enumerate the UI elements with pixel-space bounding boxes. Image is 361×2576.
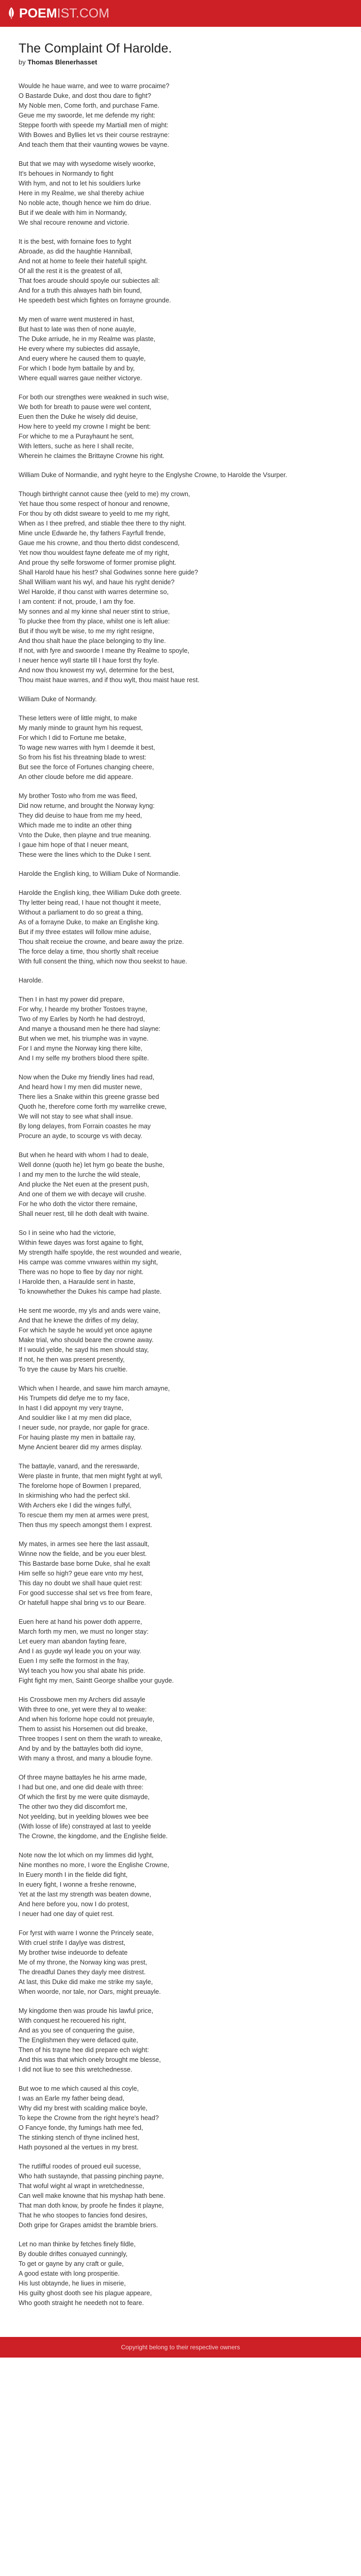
poem-content: [0, 27, 361, 2332]
logo-bold-text: POEM: [19, 6, 57, 21]
poem-stanza: Let no man thinke by fetches finely fildle, By double driftes conuayed cunningly, To get or gayne by any craft or guile, A good estate with long prosperitie. His lust obtaynde, he liues in miserie, His guilty ghost dooth see his plague appeare, Who gooth straight he needeth not to feare.: [19, 2241, 152, 2307]
poem-stanza: Of three mayne battayles he his arme made, I had but one, and one did deale with three: Of which the first by me were quite dismayde, The other two they did discomfort me, Not yeelding, but in yeelding blowes wee bee (With losse of life) constrayed at last to yeelde The Crowne, the kingdome, and the Englishe fielde.: [19, 1774, 168, 1840]
copyright-text: Copyright belong to their respective owners: [121, 2344, 240, 2351]
poem-stanza: It is the best, with fornaine foes to fyght Abroade, as did the haughtie Hanniball, And not at home to feele their hatefull spight. Of all the rest it is the greatest of all, That foes aroude should spoyle our subiectes all: And for a truth this alwayes hath bin found, He speedeth best which fightes on forrayne grounde.: [19, 238, 171, 304]
poem-stanza: Then I in hast my power did prepare, For why, I hearde my brother Tostoes trayne, Two of my Earles by North he had destroyd, And manye a thousand men he there had slayne: But when we met, his triumphe was in vayne. For I and myne the Norway king there kilte, And I my selfe my brothers blood there spilte.: [19, 996, 161, 1062]
poem-stanza: Woulde he haue warre, and wee to warre procaime? O Bastarde Duke, and dost thou dare to fight? My Noble men, Come forth, and purchase Fame. Geue me my swoorde, let me defende my right: Steppe foorth with speede my Martiall men of might: With Bowes and Byllies let vs their course restrayne: And teach them that their vaunting wowes be vayne.: [19, 82, 170, 148]
poem-stanza: But woe to me which caused al this coyle, I was an Earle my father being dead, Why did my brest with scalding malice boyle, To kepe the Crowne from the right heyre's head? O Fancye fonde, thy fumings hath mee fed, The stinking stench of thyne inclined hest, Hath poysoned al the vertues in my brest.: [19, 2085, 159, 2151]
poem-stanza: For fyrst with warre I wonne the Princely seate, With cruel strife I daylye was distrest, My brother twise indeuorde to defeate Me of my throne, the Norway king was prest, The dreadful Danes they dayly mee distrest. At last, this Duke did make me strike my sayle, When woorde, nor tale, nor Oars, might preuayle.: [19, 1929, 161, 1995]
logo-light-text: IST.COM: [57, 6, 110, 21]
poem-stanza: Harolde the English king, thee William Duke doth greete. Thy letter being read, I haue not thought it meete, Without a parliament to do so great a thing, As of a forrayne Duke, to make an Englishe king. But if my three estates will follow mine aduise, Thou shalt receiue the crowne, and beare away the prize. The force delay a time, thou shortly shalt receiue With full consent the thing, which now thou seekst to haue.: [19, 889, 187, 965]
poem-stanza: My mates, in armes see here the last assault, Winne now the fielde, and be you euer blest. This Bastarde base borne Duke, shal he exalt Him selfe so high? geue eare vnto my hest, This day no doubt we shall haue quiet rest: For good successe shal set vs free from feare, Or hatefull happe shal bring vs to our Beare.: [19, 1540, 152, 1606]
quill-pen-icon: [7, 7, 15, 20]
poem-stanza: Though birthright cannot cause thee (yeld to me) my crown, Yet haue thou some respect of honour and renowne, For thou by oth didst sweare to yeeld to me my right, When as I thee prefred, and stiable thee there to thy night. Mine uncle Edwarde he, thy fathers Fayrfull frende, Gaue me his crowne, and thou therto didst condescend, Yet now thou wouldest fayne defeate me of my right, And proue thy selfe forswome of former promise plight. Shall Harold haue his hest? shal Godwines sonne here guide? Shall William want his wyl, and haue his ryght denide? Wel Harolde, if thou canst with warres determine so, I am content: if not, proude, I am thy foe. My sonnes and al my kinne shal neuer stint to striue, To plucke thee from thy place, whilst one is left aliue: But if thou wylt be wise, to me my right resigne, And thou shalt haue the place belonging to thy line. If not, with fyre and swoorde I meane thy Realme to spoyle, I neuer hence wyll starte till I haue forst thy foyle. And now thou knowest my wyl, determine for the best, Thou maist haue warres, and if thou wylt, thou maist haue rest.: [19, 490, 200, 684]
poem-stanza: Which when I hearde, and sawe him march amayne, His Trumpets did defye me to my face, In hast I did appoynt my very trayne, And souldier like I at my men did place, I neuer sude, nor prayde, nor gaple for grace. For hauing plaste my men in battaile ray, Myne Ancient bearer did my armes display.: [19, 1385, 170, 1451]
site-logo-text: [19, 6, 109, 21]
poem-stanza: Now when the Duke my friendly lines had read, And heard how I my men did muster newe, There lies a Snake within this greene grasse bed Quoth he, therefore come forth my warrelike crewe, We will not stay to see what shall insue. By long delayes, from Forrain coastes he may Procure an ayde, to scourge vs with decay.: [19, 1074, 167, 1140]
poem-stanza: William Duke of Normandie, and ryght heyre to the Englyshe Crowne, to Harolde the Vsurper.: [19, 471, 287, 479]
poem-stanza: But when he heard with whom I had to deale, Well donne (quoth he) let hym go beate the bushe, I and my men to the lurche the wild steale, And plucke the Net euen at the present push, And one of them we with decaye will crushe. For he who doth the victor there remaine, Shall neuer rest, till he doth dealt with twaine.: [19, 1151, 165, 1217]
poem-stanza: The battayle, vanard, and the rereswarde, Were plaste in frunte, that men might fyght at wyll, The forelorne hope of Bowmen I prepared, In skirmishing who had the perfect skil. With Archers eke I did the winges fulfyl, To rescue them my men at armes were prest, Then thus my speech amongst them I exprest.: [19, 1463, 163, 1529]
poem-stanza: But that we may with wysedome wisely woorke, It's behoues in Normandy to fight With hym, and not to let his souldiers lurke Here in my Realme, we shal thereby achiue No noble acte, though hence we him do driue. But if we deale with him in Normandy, We shal recoure renowne and victorie.: [19, 160, 156, 226]
poem-stanza: The rutlifful roodes of proued euil sucesse, Who hath sustaynde, that passing pinching payne, That woful wight al wrapt in wretchednesse, Can well make knowne that his myshap hath bene. That man doth know, by proofe he findes it playne, That he who stoopes to fancies fond desires, Doth gripe for Grapes amidst the bramble briers.: [19, 2163, 166, 2229]
site-footer: [0, 2337, 361, 2358]
byline-label: by: [19, 58, 26, 66]
poem-stanza: So I in seine who had the victorie, Within fewe dayes was forst againe to fight, My strength halfe spoylde, the rest wounded and wearie, His campe was comme vnwares within my sight, There was no hope to flee by day nor night. I Harolde then, a Haraulde sent in haste, To knowwhether the Dukes his campe had plaste.: [19, 1229, 182, 1295]
poem-stanza: William Duke of Normandy.: [19, 696, 97, 703]
poem-stanza: Euen here at hand his power doth apperre, March forth my men, we must no longer stay: Let euery man abandon fayting feare, And I as guyde wyl leade you on your way. Euen I my selfe the formost in the fray, Wyl teach you how you shal abate his pride. Fight fight my men, Saintt George shallbe your guyde.: [19, 1618, 174, 1684]
poem-stanza: My brother Tosto who from me was fleed, Did now returne, and brought the Norway kyng: They did deuise to haue from me my heed, Which made me to indite an other thing Vnto the Duke, then playne and true meaning. I gaue him hope of that I neuer meant, These were the lines which to the Duke I sent.: [19, 792, 155, 858]
poem-stanza: My kingdome then was proude his lawful price, With conquest he recouered his right, And as you see of conquering the guise, The Englishmen they were defaced quite, Then of his trayne hee did prepare ech wight: And this was that which onely brought me blesse, I did not liue to see this wretchednesse.: [19, 2007, 161, 2073]
poem-stanza: For both our strengthes were weakned in such wise, We both for breath to pause were wel content, Euen then the Duke he wisely did deuise, How here to yeeld my crowne I might be bent: For whiche to me a Purayhaunt he sent, With letters, suche as here I shall recite, Wherein he claimes the Brittayne Crowne his right.: [19, 394, 169, 460]
poem-stanza: His Crossbowe men my Archers did assayle With three to one, yet were they al to weake: And when his forlorne hope could not preuayle, Them to assist his Horsemen out did breake, Three troopes I sent on them the wrath to wreake, And by and by the battayles both did ioyne, With many a throst, and many a bloudie foyne.: [19, 1696, 162, 1762]
poem-stanza: These letters were of little might, to make My manly minde to graunt hym his request, For which I did to Fortune me betake, To wage new warres with hym I deemde it best, So from his fist his threatning blade to wrest: But see the force of Fortunes changing cheere, An other cloude before me did appeare.: [19, 715, 155, 781]
poem-body: [19, 81, 342, 2308]
poem-stanza: My men of warre went mustered in hast, But hast to late was then of none auayle, The Duke arriude, he in my Realme was plaste, He every where my subiectes did assayle, And euery where he caused them to quayle, For which I bode hym battaile by and by, Where equall warres gaue neither victorye.: [19, 316, 156, 382]
site-logo-link[interactable]: [7, 6, 109, 21]
site-header: [0, 0, 361, 27]
poem-stanza: Harolde the English king, to William Duke of Normandie.: [19, 870, 180, 877]
author-link[interactable]: Thomas Blenerhasset: [27, 58, 97, 66]
poem-stanza: Harolde.: [19, 977, 43, 984]
poem-title: The Complaint Of Harolde.: [19, 41, 172, 56]
poem-stanza: He sent me woorde, my yls and ands were vaine, And that he knewe the drifles of my delay, For which he sayde he would yet once agayne Make trial, who should beare the crowne away. If I would yelde, he sayd his men should stay, If not, he then was present presently, To trye the cause by Mars his crueltie.: [19, 1307, 161, 1373]
poem-byline: [19, 58, 342, 66]
poem-stanza: Note now the lot which on my limmes did lyght, Nine monthes no more, I wore the Englishe Crowne, In Euery month I in the fielde did fight, In euery fight, I wonne a freshe renowne, Yet at the last my strength was beaten downe, And here before you, now I do protest, I neuer had one day of quiet rest.: [19, 1852, 169, 1918]
